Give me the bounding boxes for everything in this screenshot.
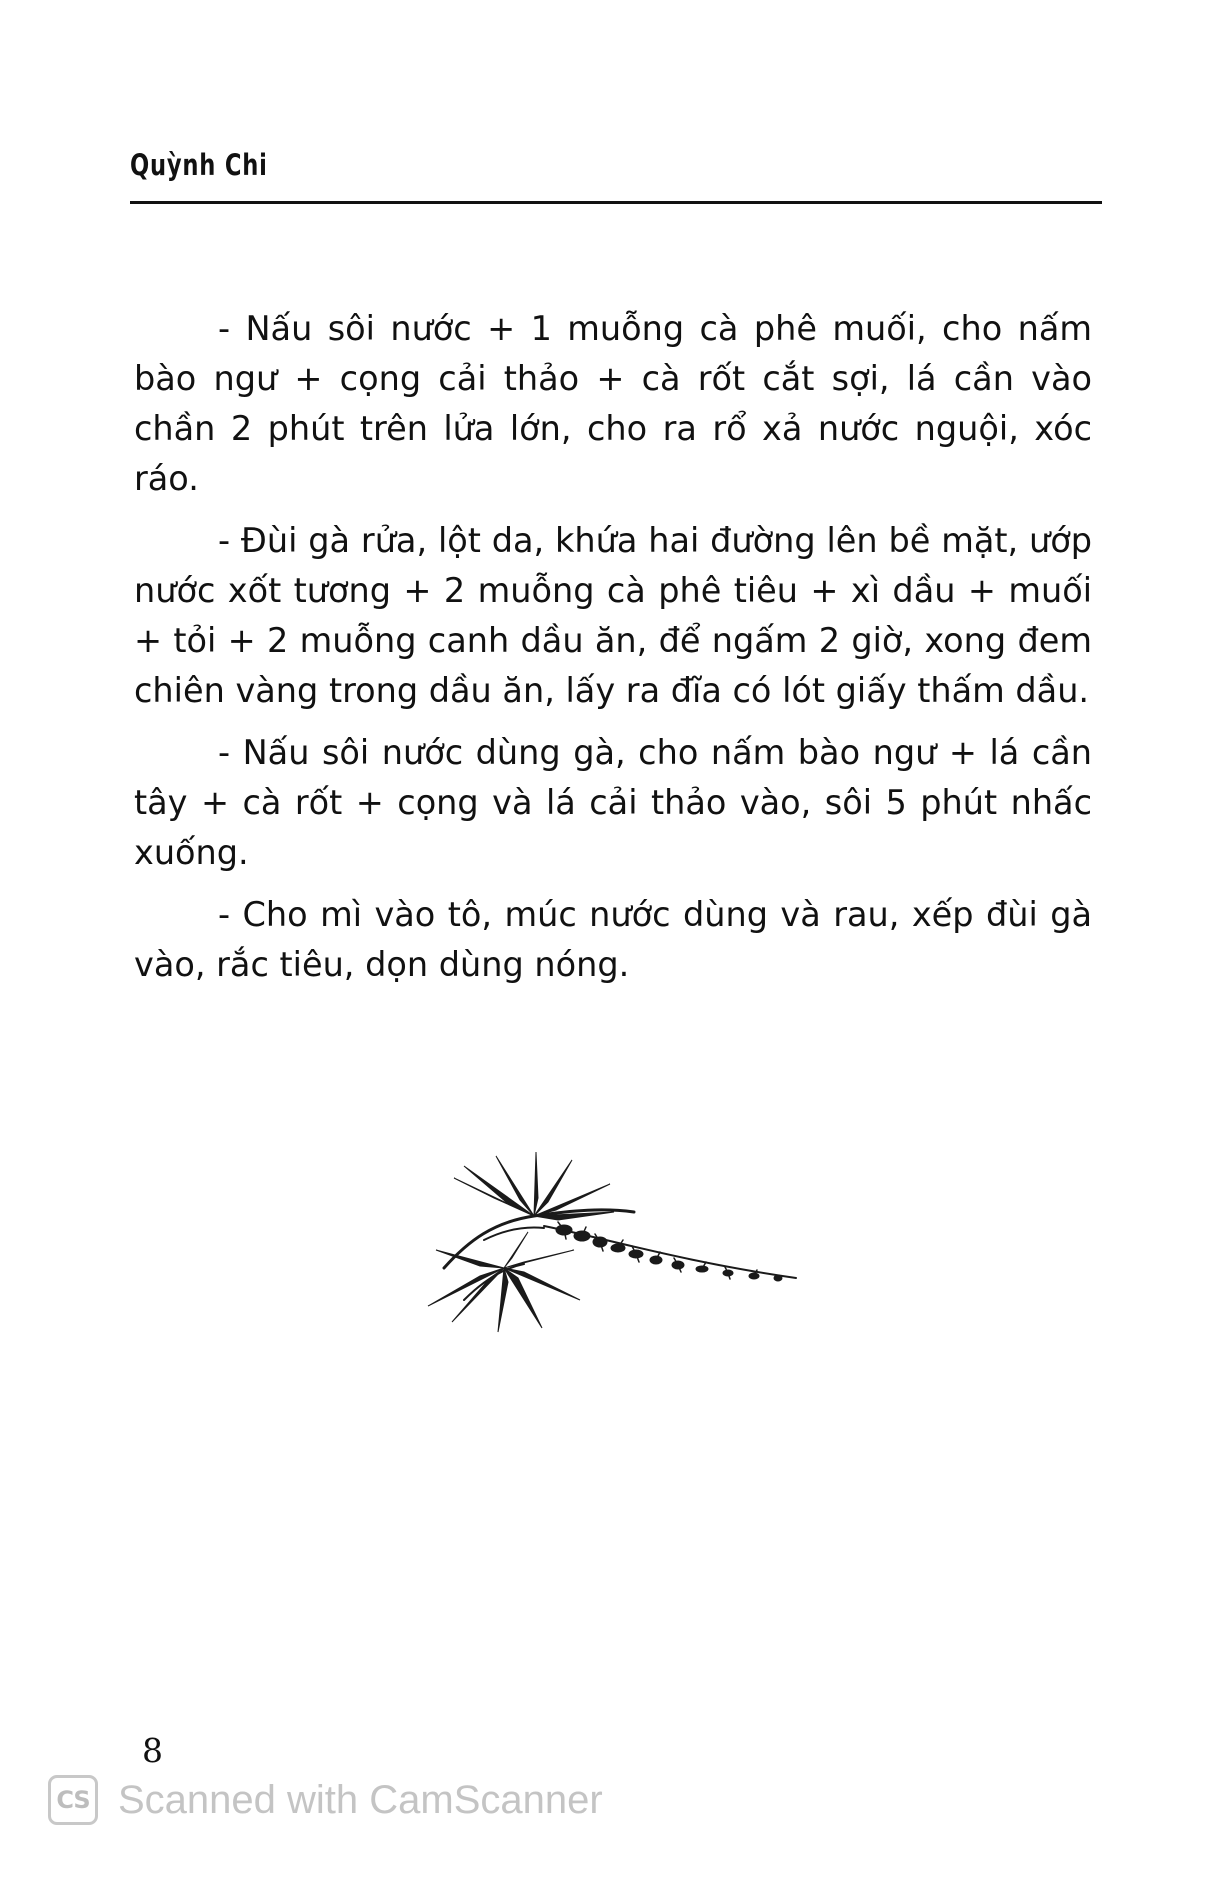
leaf-branch-illustration	[424, 1150, 814, 1340]
step-paragraph-4: - Cho mì vào tô, múc nước dùng và rau, xếp đùi gà vào, rắc tiêu, dọn dùng nóng.	[134, 895, 1092, 984]
camscanner-watermark	[48, 1772, 603, 1828]
step-paragraph-3: - Nấu sôi nước dùng gà, cho nấm bào ngư + lá cần tây + cà rốt + cọng và lá cải thảo vào, sôi 5 phút nhấc xuống.	[134, 733, 1092, 872]
watermark-text: Scanned with CamScanner	[118, 1777, 603, 1822]
header-rule	[130, 201, 1102, 204]
camscanner-logo-icon: CS	[48, 1775, 98, 1825]
step-paragraph-2: - Đùi gà rửa, lột da, khứa hai đường lên bề mặt, ướp nước xốt tương + 2 muỗng cà phê tiêu + xì dầu + muối + tỏi + 2 muỗng canh dầu ăn, để ngấm 2 giờ, xong đem chiên vàng trong dầu ăn, lấy ra đĩa có lót giấy thấm dầu.	[134, 521, 1092, 710]
running-head-author: Quỳnh Chi	[130, 148, 268, 182]
page-number: 8	[142, 1731, 163, 1770]
recipe-steps	[134, 304, 1092, 1002]
step-paragraph-1: - Nấu sôi nước + 1 muỗng cà phê muối, cho nấm bào ngư + cọng cải thảo + cà rốt cắt sợi, lá cần vào chần 2 phút trên lửa lớn, cho ra rổ xả nước nguội, xóc ráo.	[134, 309, 1092, 498]
